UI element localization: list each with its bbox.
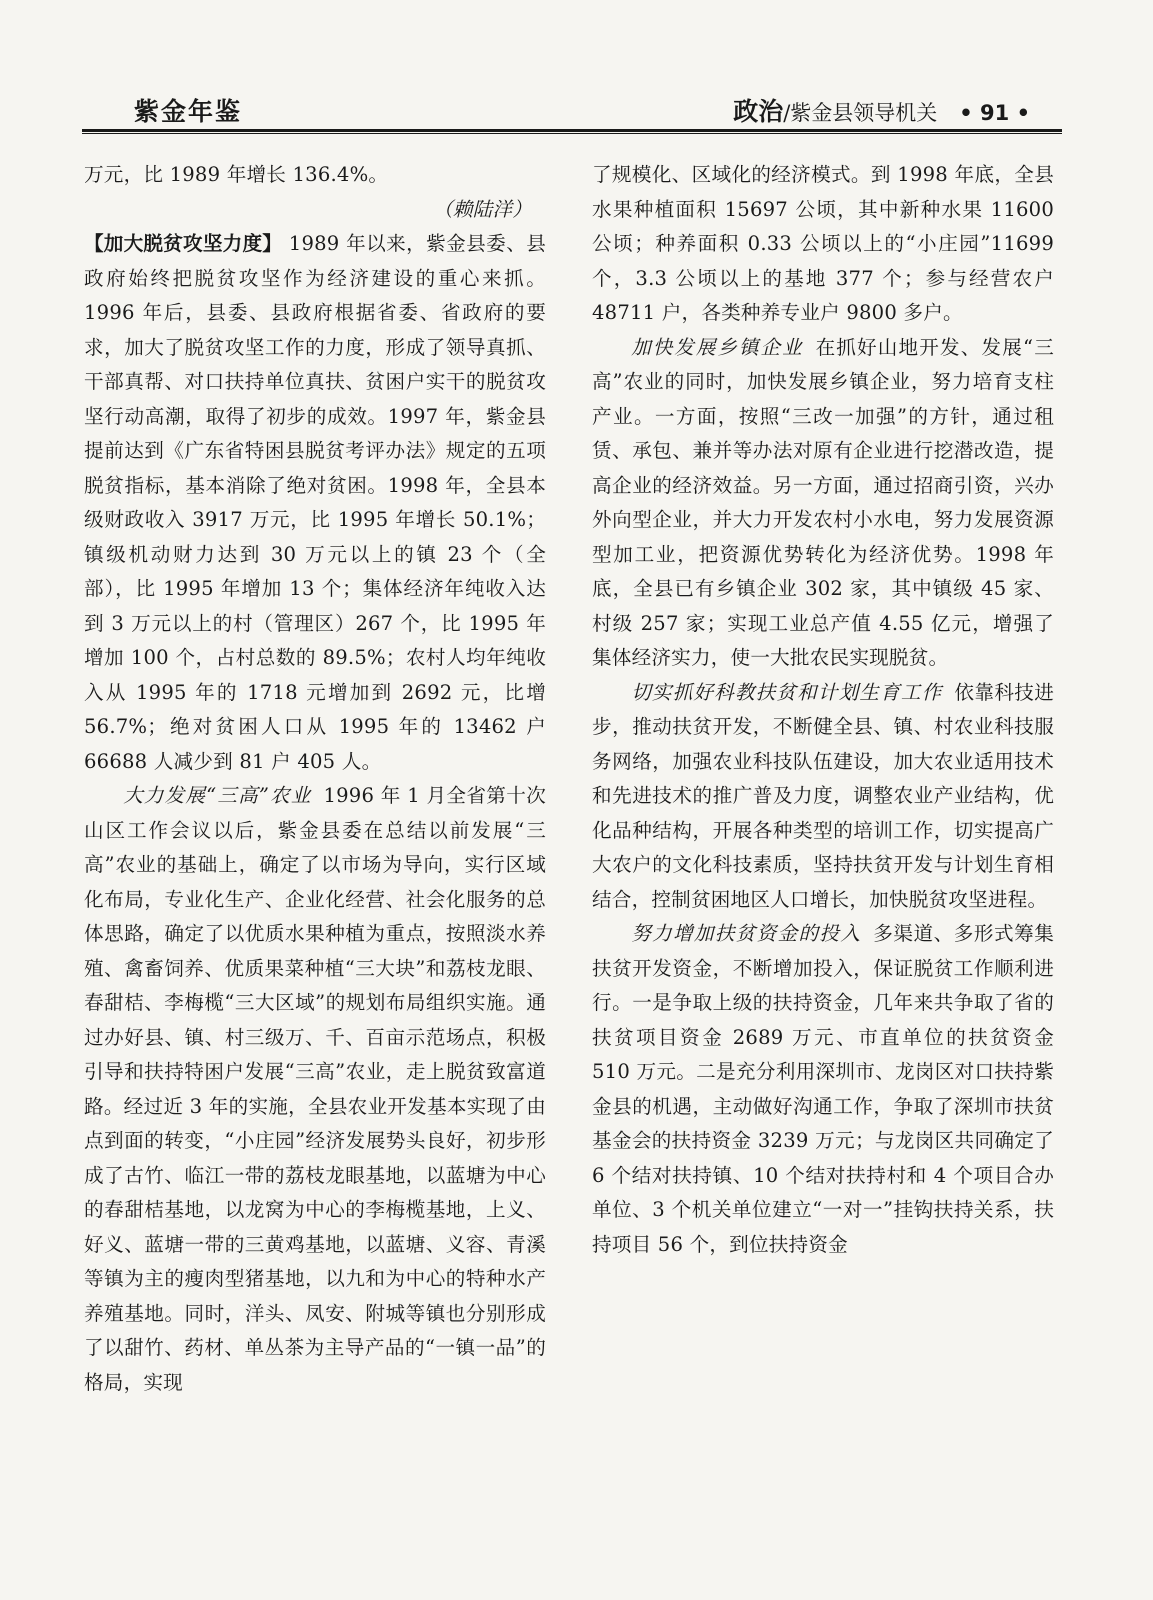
paragraph bbox=[592, 331, 1054, 676]
header-rule-thin bbox=[82, 133, 1062, 134]
paragraph bbox=[84, 779, 546, 1400]
paragraph: 了规模化、区域化的经济模式。到 1998 年底，全县水果种植面积 15697 公顷，其中新种水果 11600 公顷；种养面积 0.33 公顷以上的“小庄园”11699 个，3.3 公顷以上的基地 377 个；参与经营农户 48711 户，各类种养专业户 9800 多户。 bbox=[592, 163, 1054, 324]
subheading: 切实抓好科教扶贫和计划生育工作 bbox=[631, 680, 943, 704]
subheading: 大力发展“三高”农业 bbox=[123, 784, 312, 807]
header-right bbox=[733, 92, 1030, 128]
paragraph-body: 1989 年以来，紫金县委、县政府始终把脱贫攻坚作为经济建设的重心来抓。1996 年后，县委、县政府根据省委、省政府的要求，加大了脱贫攻坚工作的力度，形成了领导真抓、干部真帮、对口扶持单位真扶、贫困户实干的脱贫攻坚行动高潮，取得了初步的成效。1997 年，紫金县提前达到《广东省特困县脱贫考评办法》规定的五项脱贫指标，基本消除了绝对贫困。1998 年，全县本级财政收入 3917 万元，比 1995 年增长 50.1%；镇级机动财力达到 30 万元以上的镇 23 个（全部），比 1995 年增加 13 个；集体经济年纯收入达到 3 万元以上的村（管理区）267 个，比 1995 年增加 100 个，占村总数的 89.5%；农村人均年纯收入从 1995 年的 1718 元增加到 2692 元，比增 56.7%；绝对贫困人口从 1995 年的 13462 户 66688 人减少到 81 户 405 人。 bbox=[84, 232, 546, 773]
section-title: 政治 bbox=[733, 97, 784, 126]
left-column bbox=[84, 158, 546, 1400]
paragraph-body: 1996 年 1 月全省第十次山区工作会议以后，紫金县委在总结以前发展“三高”农业的基础上，确定了以市场为导向，实行区域化布局，专业化生产、企业化经营、社会化服务的总体思路，确定了以优质水果种植为重点，按照淡水养殖、禽畜饲养、优质果菜种植“三大块”和荔枝龙眼、春甜桔、李梅榄“三大区域”的规划布局组织实施。通过办好县、镇、村三级万、千、百亩示范场点，积极引导和扶持特困户发展“三高”农业，走上脱贫致富道路。经过近 3 年的实施，全县农业开发基本实现了由点到面的转变，“小庄园”经济发展势头良好，初步形成了古竹、临江一带的荔枝龙眼基地，以蓝塘为中心的春甜桔基地，以龙窝为中心的李梅榄基地，上义、好义、蓝塘一带的三黄鸡基地，以蓝塘、义容、青溪等镇为主的瘦肉型猪基地，以九和为中心的特种水产养殖基地。同时，洋头、凤安、附城等镇也分别形成了以甜竹、药材、单丛茶为主导产品的“一镇一品”的格局，实现 bbox=[84, 784, 546, 1394]
header-rule bbox=[82, 129, 1062, 132]
right-column bbox=[592, 158, 1054, 1262]
paragraph bbox=[84, 227, 546, 779]
paragraph bbox=[592, 676, 1054, 918]
yearbook-title: 紫金年鉴 bbox=[134, 97, 243, 126]
page-number: • 91 • bbox=[959, 101, 1030, 125]
paragraph: 万元，比 1989 年增长 136.4%。 bbox=[84, 163, 389, 186]
paragraph-body: 多渠道、多形式筹集扶贫开发资金，不断增加投入，保证脱贫工作顺利进行。一是争取上级的扶持资金，几年来共争取了省的扶贫项目资金 2689 万元、市直单位的扶贫资金 510 万元。二是充分利用深圳市、龙岗区对口扶持紫金县的机遇，主动做好沟通工作，争取了深圳市扶贫基金会的扶持资金 3239 万元；与龙岗区共同确定了 6 个结对扶持镇、10 个结对扶持村和 4 个项目合办单位、3 个机关单位建立“一对一”挂钩扶持关系，扶持项目 56 个，到位扶持资金 bbox=[592, 922, 1054, 1256]
author-credit: （赖陆洋） bbox=[433, 197, 532, 221]
paragraph-body: 依靠科技进步，推动扶贫开发，不断健全县、镇、村农业科技服务网络，加强农业科技队伍建设，加大农业适用技术和先进技术的推广普及力度，调整农业产业结构，优化品种结构，开展各种类型的培训工作，切实提高广大农户的文化科技素质，坚持扶贫开发与计划生育相结合，控制贫困地区人口增长，加快脱贫攻坚进程。 bbox=[592, 680, 1055, 911]
paragraph-body: 在抓好山地开发、发展“三高”农业的同时，加快发展乡镇企业，努力培育支柱产业。一方面，按照“三改一加强”的方针，通过租赁、承包、兼并等办法对原有企业进行挖潜改造，提高企业的经济效益。另一方面，通过招商引资，兴办外向型企业，并大力开发农村小水电，努力发展资源型加工业，把资源优势转化为经济优势。1998 年底，全县已有乡镇企业 302 家，其中镇级 45 家、村级 257 家；实现工业总产值 4.55 亿元，增强了集体经济实力，使一大批农民实现脱贫。 bbox=[592, 335, 1054, 669]
section-heading: 【加大脱贫攻坚力度】 bbox=[84, 232, 283, 255]
page-header bbox=[82, 88, 1062, 128]
subsection-title: /紫金县领导机关 bbox=[783, 101, 938, 125]
paragraph bbox=[592, 917, 1054, 1262]
subheading: 努力增加扶贫资金的投入 bbox=[631, 922, 862, 945]
subheading: 加快发展乡镇企业 bbox=[631, 335, 804, 359]
